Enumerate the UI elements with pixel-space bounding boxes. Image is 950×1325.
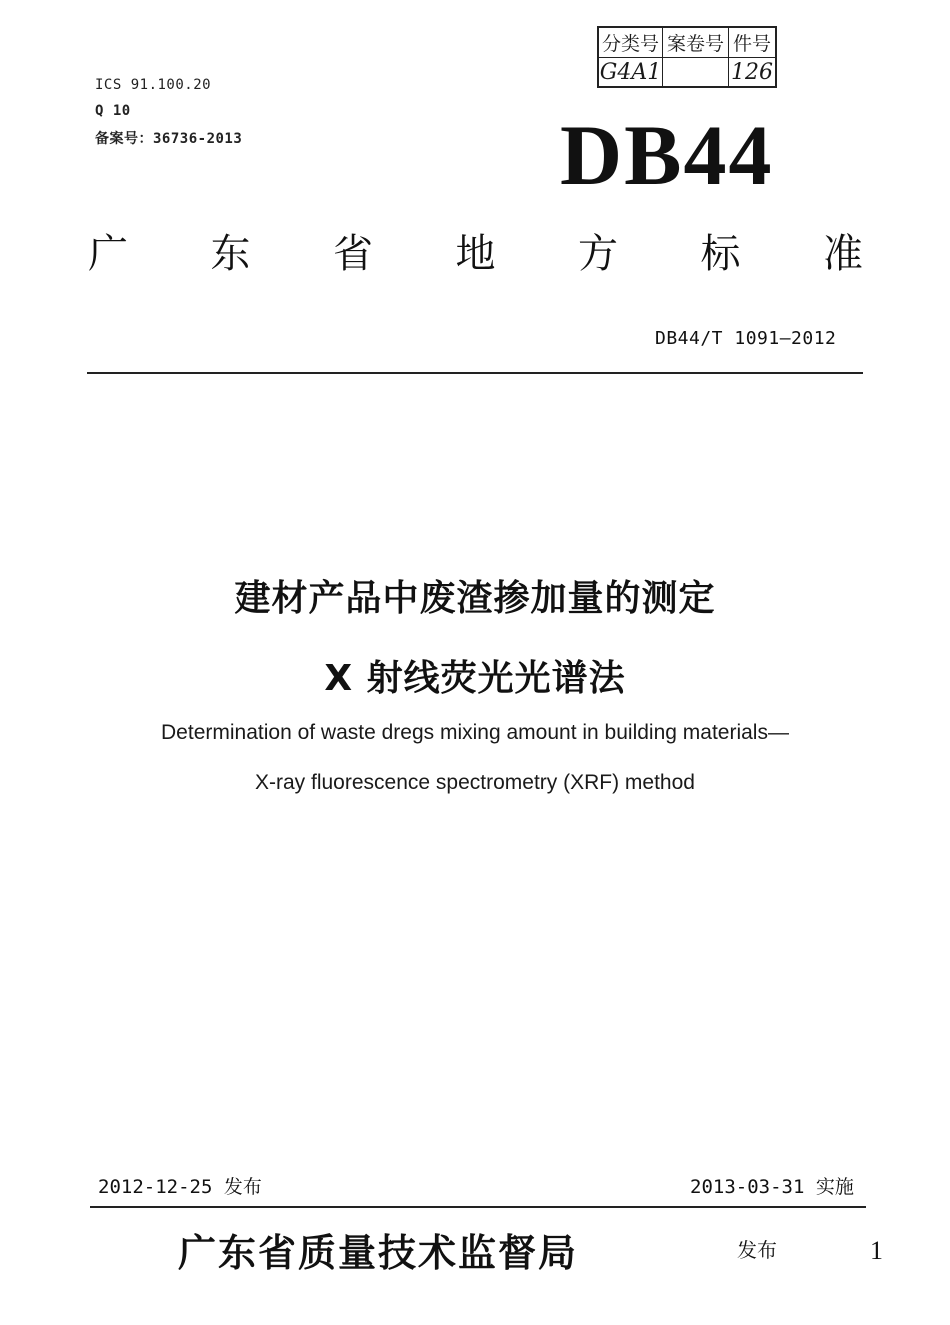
- standard-title-char: 东: [210, 231, 251, 277]
- stamp-value-category: G4A1: [599, 59, 662, 85]
- db44-logo: DB44: [560, 107, 774, 203]
- classification-stamp: [597, 26, 777, 88]
- stamp-header-category: 分类号: [599, 28, 663, 58]
- ics-code: ICS 91.100.20: [95, 77, 212, 93]
- implement-date: 2013-03-31 实施: [690, 1176, 854, 1198]
- footer-divider: [90, 1206, 866, 1208]
- stamp-header-item: 件号: [729, 28, 775, 58]
- title-cn-line2: X 射线荧光光谱法: [324, 658, 626, 699]
- standard-title-char: 准: [823, 231, 863, 277]
- class-code: Q 10: [95, 103, 131, 119]
- standard-title-char: 方: [578, 231, 618, 277]
- stamp-value-file: [663, 58, 729, 86]
- issue-label: 发布: [737, 1238, 777, 1262]
- standard-number: DB44/T 1091—2012: [655, 328, 837, 349]
- stamp-header-file: 案卷号: [663, 28, 729, 58]
- standard-title-char: 地: [455, 231, 496, 277]
- header-divider: [87, 372, 863, 374]
- publish-date: 2012-12-25 发布: [98, 1176, 262, 1198]
- stamp-value-item: 126: [731, 59, 773, 85]
- page-number: 1: [870, 1236, 883, 1265]
- standard-title-char: 广: [88, 231, 128, 277]
- filing-number: 备案号：36736-2013: [95, 131, 243, 147]
- standard-type-title: [88, 222, 863, 279]
- title-en-line1: Determination of waste dregs mixing amount in building materials—: [161, 721, 789, 744]
- title-cn-line1: 建材产品中废渣掺加量的测定: [234, 578, 716, 619]
- standard-title-char: 省: [333, 231, 373, 277]
- issuer-name: 广东省质量技术监督局: [178, 1230, 579, 1275]
- title-en-line2: X-ray fluorescence spectrometry (XRF) method: [255, 771, 695, 794]
- standard-title-char: 标: [700, 231, 741, 277]
